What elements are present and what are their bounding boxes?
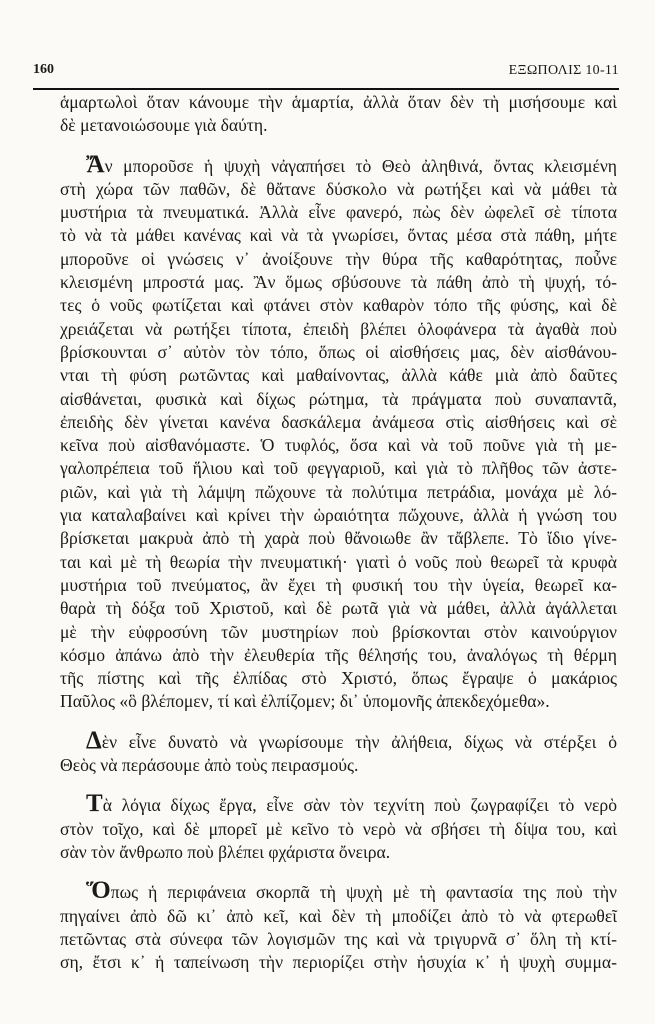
line-text: για καταλαβαίνει καὶ κρίνει τὴν ὡραιότητα πὤχουνε, ἀλλὰ ἡ γνώση του: [60, 505, 617, 526]
line-text: ἁμαρτωλοὶ ὅταν κάνουμε τὴν ἁμαρτία, ἀλλὰ ὅταν δὲν τὴ μισήσουμε καὶ: [60, 92, 617, 112]
page-number: 160: [33, 62, 54, 77]
text-line: [60, 726, 617, 754]
text-line: [60, 388, 617, 411]
text-line: [60, 504, 617, 527]
line-text: μποροῦνε οἱ γνώσεις ν᾽ ἀνοίξουνε τὴν θύρα τῆς καθαρότητας, ποὖνε: [60, 248, 617, 269]
line-text: νται τὴ φύση ρωτῶντας καὶ μαθαίνοντας, ἀλλὰ κάθε μιὰ ἀπὸ δαῦτες: [60, 365, 617, 386]
paragraph: [60, 91, 617, 138]
text-line: [60, 754, 617, 777]
line-text: γαλοπρέπεια τοῦ ἥλιου καὶ τοῦ φεγγαριοῦ, καὶ γιὰ τὸ πλῆθος τῶν ἀστε-: [60, 458, 617, 479]
line-text: βρίσκουνται σ᾽ αὐτὸν τὸν τόπο, ὅπως οἱ αἰσθήσεις μας, δὲν αἰσθάνου-: [60, 341, 617, 362]
line-text: πως ἡ περιφάνεια σκορπᾶ τὴ ψυχὴ μὲ τὴ φαντασία της ποὺ τὴν: [110, 882, 617, 903]
text-line: [60, 905, 617, 928]
text-line: [60, 150, 617, 178]
line-text: στὸν τοῖχο, καὶ δὲ μπορεῖ μὲ κεῖνο τὸ νερὸ νὰ σβήσει τὴ δίψα του, καὶ: [60, 818, 617, 839]
line-text: ση, ἔτσι κ᾽ ἡ ταπείνωση τὴν περιορίζει στὴν ἡσυχία κ᾽ ἡ ψυχὴ συμμα-: [60, 952, 617, 973]
paragraph: [60, 726, 617, 778]
line-text: χρειάζεται νὰ ρωτήξει τίποτα, ἐπειδὴ βλέπει ὁλοφάνερα τὰ ἀγαθὰ ποὺ: [60, 318, 617, 339]
paragraph: [60, 150, 617, 714]
text-line: [60, 841, 617, 864]
line-text: μὲ τὴν εὐφροσύνη τῶν μυστηρίων ποὺ βρίσκονται στὸν καινούργιον: [60, 621, 617, 642]
paragraph: [60, 790, 617, 864]
text-line: [60, 434, 617, 457]
text-line: [60, 294, 617, 317]
line-text: ται καὶ μὲ τὴ θεωρία τὴν πνευματική· γιατὶ ὁ νοῦς ποὺ θεωρεῖ τὰ κρυφὰ: [60, 551, 617, 572]
text-line: [60, 818, 617, 841]
text-line: [60, 877, 617, 905]
line-text: Παῦλος «ὃ βλέπομεν, τί καὶ ἐλπίζομεν; δι᾽ ὑπομονῆς ἀπεκδεχόμεθα».: [60, 691, 550, 712]
text-line: [60, 341, 617, 364]
line-text: αἰσθάνεται, φυσικὰ καὶ δίχως ρώτημα, τὰ πράγματα ποὺ συναπαντᾶ,: [60, 388, 617, 409]
line-text: κόσμο ἀπάνω ἀπὸ τὴν ἐλευθερία τῆς θέλησής του, ἀναλόγως τὴ θέρμη: [60, 644, 617, 665]
text-line: [60, 574, 617, 597]
text-line: [60, 201, 617, 224]
line-text: τὸ νὰ τὰ μάθει κανένας καὶ νὰ τὰ γνωρίσει, ὄντας μέσα στὰ πάθη, μήτε: [60, 225, 617, 246]
line-text: ὰ λόγια δίχως ἔργα, εἶνε σὰν τὸν τεχνίτη ποὺ ζωγραφίζει τὸ νερὸ: [102, 795, 617, 816]
text-line: [60, 224, 617, 247]
line-text: θαρὰ τὴ δόξα τοῦ Χριστοῦ, καὶ δὲ ρωτᾶ γιὰ νὰ μάθει, ἀλλὰ ἀγάλλεται: [60, 598, 617, 619]
text-line: [60, 318, 617, 341]
line-text: ἐπειδὴς δὲν γίνεται κανένα δασκάλεμα ἀνάμεσα στὶς αἰσθήσεις καὶ σὲ: [60, 411, 617, 432]
line-text: ριῶν, καὶ γιὰ τὴ λάμψη πὤχουνε τὰ πολύτιμα πετράδια, μονάχα μὲ λό-: [60, 481, 617, 502]
text-line: [60, 271, 617, 294]
initial-letter: Ὅ: [86, 877, 111, 905]
line-text: ν μποροῦσε ἡ ψυχὴ νἀγαπήσει τὸ Θεὸ ἀληθινά, ὄντας κλεισμένη: [104, 155, 617, 176]
initial-letter: Δ: [86, 726, 102, 754]
paragraph: [60, 877, 617, 974]
text-line: [60, 411, 617, 434]
page-header: [33, 62, 619, 90]
line-text: μυστήρια τοῦ πνεύματος, ἂν ἔχει τὴ φυσική του τὴν ὑγεία, θεωρεῖ κα-: [60, 574, 617, 595]
text-line: [60, 597, 617, 620]
page-body: [60, 91, 617, 991]
line-text: πηγαίνει ἀπὸ δῶ κι᾽ ἀπὸ κεῖ, καὶ δὲν τὴ μποδίζει ἀπὸ τὸ νὰ φτερωθεῖ: [60, 905, 617, 926]
line-text: μυστήρια τὰ πνευματικά. Ἀλλὰ εἶνε φανερό, πὼς δὲν ὠφελεῖ σὲ τίποτα: [60, 202, 617, 223]
line-text: κλεισμένη μπροστά μας. Ἂν ὅμως σβύσουνε τὰ πάθη ἀπὸ τὴ ψυχή, τό-: [60, 272, 617, 293]
line-text: σὰν τὸν ἄνθρωπο ποὺ βλέπει φχάριστα ὄνειρα.: [60, 841, 391, 862]
text-line: [60, 481, 617, 504]
text-line: [60, 178, 617, 201]
initial-letter: Ἄ: [86, 150, 105, 178]
text-line: [60, 621, 617, 644]
text-line: [60, 457, 617, 480]
text-line: [60, 644, 617, 667]
text-line: [60, 928, 617, 951]
line-text: Θεὸς νὰ περάσουμε ἀπὸ τοὺς πειρασμούς.: [60, 755, 359, 776]
text-line: [60, 951, 617, 974]
text-line: [60, 667, 617, 690]
text-line: [60, 91, 617, 114]
line-text: τες ὁ νοῦς φωτίζεται καὶ φτάνει στὸν καθαρὸν τόπο τῆς φύσης, καὶ δὲ: [60, 295, 617, 316]
running-head: ΕΞΩΠΟΛΙΣ 10-11: [508, 63, 619, 78]
text-line: [60, 551, 617, 574]
text-line: [60, 790, 617, 818]
line-text: στὴ χώρα τῶν παθῶν, δὲ θἄτανε δύσκολο νὰ ρωτήξει καὶ νὰ μάθει τὰ: [60, 178, 617, 199]
line-text: ὲν εἶνε δυνατὸ νὰ γνωρίσουμε τὴν ἀλήθεια, δίχως νὰ στέρξει ὁ: [101, 731, 617, 752]
text-line: [60, 248, 617, 271]
line-text: τῆς πίστης καὶ τῆς ἐλπίδας στὸ Χριστό, ὅπως ἔγραψε ὁ μακάριος: [60, 668, 617, 689]
text-line: [60, 364, 617, 387]
line-text: δὲ μετανοιώσουμε γιὰ δαύτη.: [60, 115, 268, 136]
text-line: [60, 527, 617, 550]
text-line: [60, 690, 617, 713]
text-line: [60, 114, 617, 137]
line-text: κεῖνα ποὺ αἰσθανόμαστε. Ὁ τυφλός, ὅσα καὶ νὰ τοῦ ποῦνε γιὰ τὴ με-: [60, 435, 617, 456]
line-text: βρίσκεται μακρυὰ ἀπὸ τὴ χαρὰ ποὺ θἄνοιωθε ἂν τἄβλεπε. Τὸ ἴδιο γίνε-: [60, 528, 617, 549]
initial-letter: Τ: [86, 790, 103, 818]
line-text: πετῶντας στὰ σύνεφα τῶν λογισμῶν της καὶ νὰ τριγυρνᾶ σ᾽ ὅλη τὴ κτί-: [60, 928, 617, 949]
